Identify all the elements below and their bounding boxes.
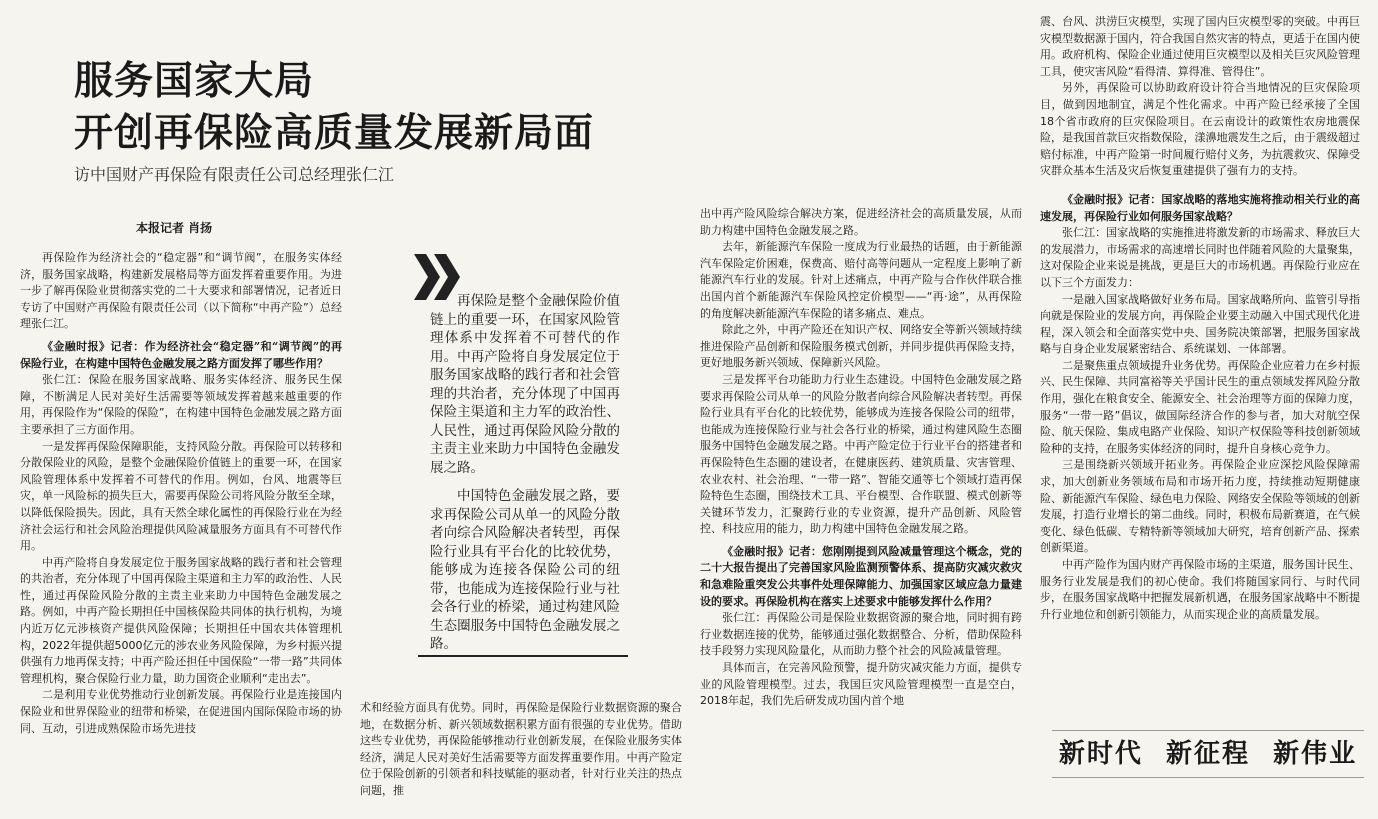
answer-paragraph: 张仁江：再保险公司是保险业数据资源的聚合地，同时拥有跨行业数据连接的优势，能够通过强化数据整合、分析，借助保险科技手段努力实现风险量化，从而助力整个社会的风险减量管理。: [700, 611, 1022, 658]
body-paragraph: 中再产险作为国内财产再保险市场的主渠道，服务国计民生、服务行业发展是我们的初心使命。我们将随国家同行、与时代同步，在服务国家战略中把握发展新机遇，在服务国家战略中不断提升行业地位和创新引领能力，从而实现企业的高质量发展。: [1040, 558, 1360, 621]
slogan-word: 新时代: [1058, 739, 1143, 769]
pull-quote-paragraph: 再保险是整个金融保险价值链上的重要一环，在国家风险管理体系中发挥着不可替代的作用。中再产险将自身发展定位于服务国家战略的践行者和社会管理的共治者，充分体现了中国再保险主渠道和主力军的政治性、人民性，通过再保险风险分散的主责主业来助力中国特色金融发展之路。: [430, 293, 620, 476]
headline-line1: 服务国家大局: [74, 58, 315, 104]
intro-paragraph: 再保险作为经济社会的“稳定器”和“调节阀”，在服务实体经济，服务国家战略，构建新发展格局等方面发挥着重要作用。为进一步了解再保险业贯彻落实党的二十大要求和部署情况，记者近日专访了中国财产再保险有限责任公司（以下简称“中再产险”）总经理张仁江。: [20, 251, 342, 331]
body-paragraph: 三是发挥平台功能助力行业生态建设。中国特色金融发展之路要求再保险公司从单一的风险分散者向综合风险解决者转型。再保险行业具有平台化的比较优势，能够成为连接各保险公司的纽带，也能成为连接保险行业与社会各行业的桥梁，通过构建风险生态圈服务中国特色金融发展之路。中再产险定位于行业平台的搭建者和再保险特色生态圈的建设者，在健康医药、建筑质量、灾害管理、农业农村、社会治理、“一带一路”、智能交通等七个领域打造再保险特色生态圈，围绕技术工具、平台模型、合作联盟、模式创新等关键环节发力，汇聚跨行业的专业资源，提升产品创新、风险管控、科技应用的能力，助力构建中国特色金融发展之路。: [700, 372, 1022, 536]
body-paragraph: 三是围绕新兴领域开拓业务。再保险企业应深挖风险保障需求，加大创新业务领域布局和市场开拓力度，持续推动短期健康险、新能源汽车保险、绿色电力保险、网络安全保险等领域的创新发展，打造行业增长的第二曲线。同时，积极布局新赛道，在气候变化、绿色低碳、专精特新等领域加大研究，培育创新产品、探索创新渠道。: [1040, 458, 1360, 555]
article-column-1: [20, 250, 342, 810]
answer-paragraph: 张仁江：保险在服务国家战略、服务实体经济、服务民生保障，不断满足人民对美好生活需要等领域发挥着越来越重要的作用，再保险作为“保险的保险”，在构建中国特色金融发展之路方面主要承担了三方面作用。: [20, 373, 342, 436]
pull-quote: [430, 292, 620, 654]
pull-quote-paragraph: 中国特色金融发展之路，要求再保险公司从单一的风险分散者向综合风险解决者转型，再保险行业具有平台化的比较优势，能够成为连接各保险公司的纽带，也能成为连接保险行业与社会各行业的桥梁，通过构建风险生态圈服务中国特色金融发展之路。: [430, 488, 620, 652]
question-3: 《金融时报》记者：国家战略的落地实施将推动相关行业的高速发展，再保险行业如何服务国家战略？: [1040, 192, 1360, 223]
body-paragraph: 震、台风、洪涝巨灾模型，实现了国内巨灾模型零的突破。中再巨灾模型数据源于国内，符合我国自然灾害的特点，更适于在国内使用。政府机构、保险企业通过使用巨灾模型以及相关巨灾风险管理工具，使灾害风险“看得清、算得准、管得住”。: [1040, 15, 1360, 78]
body-paragraph: 一是融入国家战略做好业务布局。国家战略所向、监管引导指向就是保险业的发展方向，再保险企业要主动融入中国式现代化进程，深入领会和全面落实党中央、国务院决策部署，把服务国家战略与自身企业发展紧密结合、系统谋划、一体部署。: [1040, 292, 1360, 356]
slogan-word: 新伟业: [1273, 739, 1358, 769]
slogan-banner: [1052, 730, 1364, 778]
body-paragraph: 出中再产险风险综合解决方案，促进经济社会的高质量发展，从而助力构建中国特色金融发展之路。: [700, 207, 1022, 237]
body-paragraph: 中再产险将自身发展定位于服务国家战略的践行者和社会管理的共治者，充分体现了中国再保险主渠道和主力军的政治性、人民性，通过再保险风险分散的主责主业来助力中国特色金融发展之路。例如，中再产险长期担任中国核保险共同体的执行机构，为境内近万亿元涉核资产提供风险保障；长期担任中国农共体管理机构，2022年提供超5000亿元的涉农业务风险保障，为乡村振兴提供强有力地再保支持；中再产险还担任中国保险“一带一路”共同体管理机构，聚合保险行业力量，助力国资企业顺利“走出去”。: [20, 555, 342, 685]
subtitle: 访中国财产再保险有限责任公司总经理张仁江: [74, 165, 395, 184]
question-2: 《金融时报》记者：您刚刚提到风险减量管理这个概念，党的二十大报告提出了完善国家风险监测预警体系、提高防灾减灾救灾和急难险重突发公共事件处理保障能力、加强国家区域应急力量建设的要求。再保险机构在落实上述要求中能够发挥什么作用？: [700, 544, 1022, 608]
byline: 本报记者 肖扬: [136, 221, 213, 235]
article-column-4: [1040, 14, 1360, 726]
body-paragraph: 去年，新能源汽车保险一度成为行业最热的话题，由于新能源汽车保险定价困难，保费高、赔付高等问题从一定程度上影响了新能源汽车行业的发展。针对上述痛点，中再产险与合作伙伴联合推出国内首个新能源汽车保险风控定价模型——“再·途”，从再保险的角度解决新能源汽车保险的诸多痛点、难点。: [700, 240, 1022, 320]
body-paragraph: 具体而言，在完善风险预警，提升防灾减灾能力方面，提供专业的风险管理模型。过去，我国巨灾风险管理模型一直是空白，2018年起，我们先后研发成功国内首个地: [700, 661, 1022, 708]
body-paragraph: 二是聚焦重点领域提升业务优势。再保险企业应着力在乡村振兴、民生保障、共同富裕等关乎国计民生的重点领域发挥风险分散作用，强化在粮食安全、能源安全、社会治理等方面的保障力度，服务“一带一路”倡议，做国际经济合作的参与者，加大对航空保险、航天保险、集成电路产业保险、知识产权保险等科技创新领域险种的支持，在服务实体经济的同时，提升自身核心竞争力。: [1040, 358, 1360, 455]
body-paragraph: 一是发挥再保险保障职能，支持风险分散。再保险可以转移和分散保险业的风险，是整个金融保险价值链上的重要一环，在国家风险管理体系中发挥着不可替代的作用。例如，台风、地震等巨灾，单一风险标的损失巨大，需要再保险公司将风险分散至全球，以降低保险损失。因此，具有天然全球化属性的再保险行业在为经济社会运行和社会风险治理提供风险减量服务方面具有不可替代作用。: [20, 439, 342, 553]
pull-quote-divider: [418, 655, 628, 657]
body-paragraph: 二是利用专业优势推动行业创新发展。再保险行业是连接国内保险业和世界保险业的纽带和桥梁，在促进国内国际保险市场的协同、互动，引进成熟保险市场先进技: [20, 688, 342, 735]
body-paragraph: 另外，再保险可以协助政府设计符合当地情况的巨灾保险项目，做到因地制宜，满足个性化需求。中再产险已经承接了全国18个省市政府的巨灾保险项目。在云南设计的政策性农房地震保险，是我国首款巨灾指数保险，漾濞地震发生之后，由于震级超过赔付标准，中再产险第一时间履行赔付义务，为抗震救灾、保障受灾群众基本生活及灾后恢复重建提供了强有力的支持。: [1040, 81, 1360, 178]
slogan-word: 新征程: [1165, 739, 1250, 769]
body-paragraph: 除此之外，中再产险还在知识产权、网络安全等新兴领域持续推进保险产品创新和保险服务模式创新，并同步提供再保险支持，更好地服务新兴领域、保障新兴风险。: [700, 323, 1022, 370]
article-column-3: [700, 206, 1022, 812]
question-1: 《金融时报》记者：作为经济社会“稳定器”和“调节阀”的再保险行业，在构建中国特色金融发展之路方面发挥了哪些作用？: [20, 339, 342, 370]
body-paragraph: 术和经验方面具有优势。同时，再保险是保险行业数据资源的聚合地，在数据分析、新兴领域数据积累方面有很强的专业优势。借助这些专业优势，再保险能够推动行业创新发展，在保险业服务实体经济，满足人民对美好生活需要等方面发挥重要作用。中再产险定位于保险创新的引领者和科技赋能的驱动者，针对行业关注的热点问题，推: [360, 701, 682, 797]
article-column-2: [360, 700, 682, 812]
answer-paragraph: 张仁江：国家战略的实施推进将激发新的市场需求、释放巨大的发展潜力，市场需求的高速增长同时也伴随着风险的大量聚集，这对保险企业来说是挑战，更是巨大的市场机遇。再保险行业应在以下三个方面发力：: [1040, 226, 1360, 289]
headline-line2: 开创再保险高质量发展新局面: [74, 110, 595, 156]
